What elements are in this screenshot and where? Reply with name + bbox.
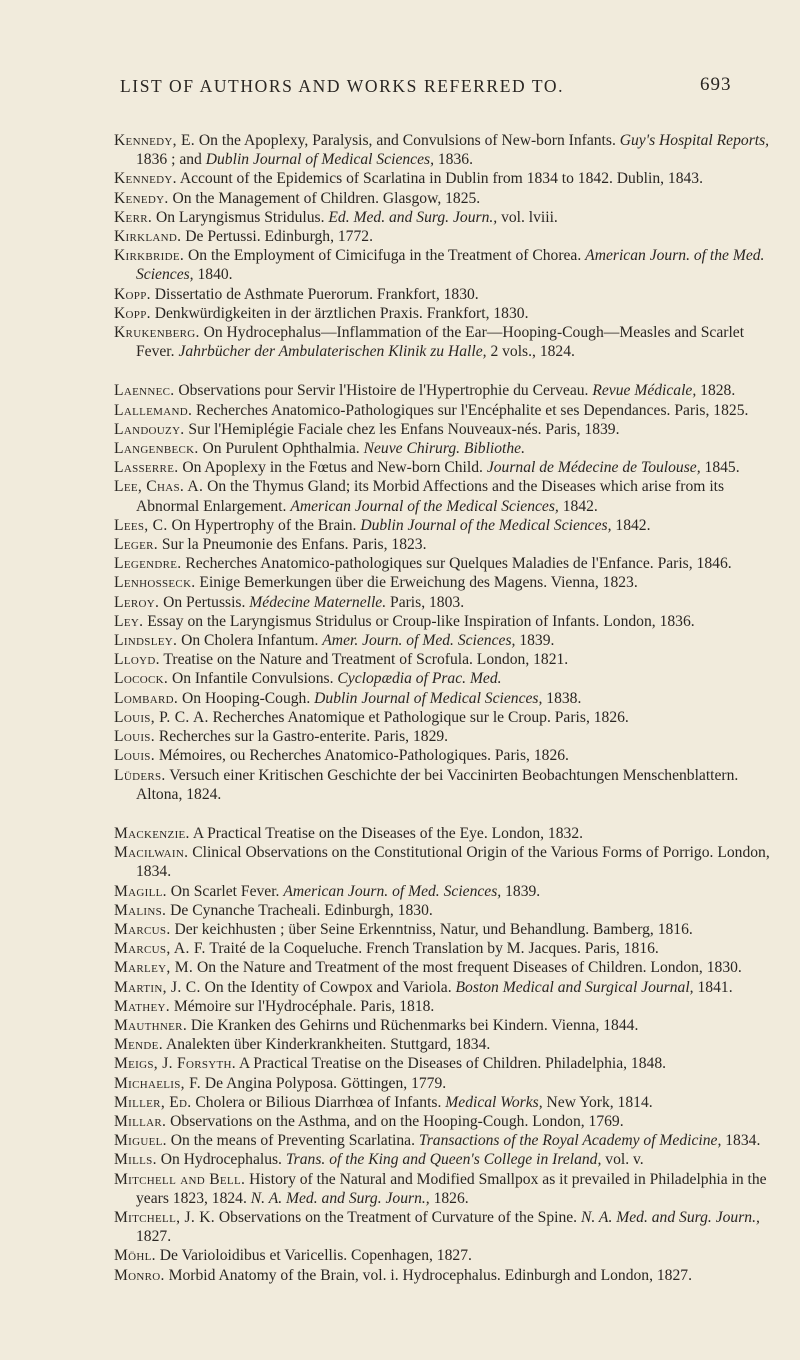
reference-entry [114,458,770,477]
entry-text: Observations on the Asthma, and on the Hooping-Cough. London, 1769. [170,1112,624,1130]
entry-text: 1841. [697,978,733,996]
entry-journal: American Journ. of Med. Sciences, [283,882,502,900]
entry-text: Denkwürdigkeiten in der ärztlichen Praxis. Frankfort, 1830. [154,304,529,322]
reference-entry [114,573,770,592]
reference-entry [114,901,770,920]
entry-text: On the Apoplexy, Paralysis, and Convulsions of New-born Infants. [198,132,616,149]
entry-text: De Cynanche Tracheali. Edinburgh, 1830. [170,901,433,919]
entry-text: Recherches Anatomique et Pathologique sur le Croup. Paris, 1826. [212,708,629,726]
entry-text: On Hypertrophy of the Brain. [171,516,357,534]
entry-text: Recherches Anatomico-Pathologiques sur l'Encéphalite et ses Dependances. Paris, 1825. [196,401,749,419]
entry-text: 1838. [546,689,582,707]
entry-journal: Dublin Journal of Medical Sciences, [205,151,434,169]
entry-author: Kerr. [114,208,153,226]
reference-entry [114,1093,770,1112]
entry-author: Mackenzie. [114,824,190,842]
reference-entry [114,1170,770,1208]
entry-text: 1842. [562,497,598,515]
entry-text: Essay on the Laryngismus Stridulus or Croup-like Inspiration of Infants. London, 1836. [147,612,695,630]
entry-journal: Ed. Med. and Surg. Journ., [328,208,498,226]
entry-text: On Scarlet Fever. [170,882,280,900]
entry-journal: American Journ. of the Med. Sciences, [136,247,765,284]
entry-author: Lees, C. [114,516,168,534]
entry-author: Langenbeck. [114,440,199,458]
reference-entry [114,169,770,188]
entry-author: Lasserre. [114,459,179,477]
entry-text: On the Management of Children. Glasgow, 1825. [172,189,481,207]
reference-entry [114,227,770,246]
reference-entry [114,189,770,208]
entry-text: vol. v. [605,1151,644,1169]
entry-text: Paris, 1803. [390,593,465,611]
entry-author: Malins. [114,901,167,919]
entry-text: On Infantile Convulsions. [171,670,334,688]
entry-text: Analekten über Kinderkrankheiten. Stuttgard, 1834. [165,1036,491,1054]
entry-text: Account of the Epidemics of Scarlatina in Dublin from 1834 to 1842. Dublin, 1843. [179,170,703,188]
entry-text: 1834. [725,1132,761,1150]
entry-text: De Angina Polyposa. Göttingen, 1779. [204,1074,447,1092]
entry-author: Landouzy. [114,420,185,438]
reference-entry [114,1016,770,1035]
entry-text: On Hydrocephalus. [160,1151,282,1169]
entry-author: Lloyd. [114,651,160,669]
reference-entry [114,1074,770,1093]
entry-journal: Amer. Journ. of Med. Sciences, [322,632,516,650]
entry-author: Kenedy. [114,189,169,207]
entry-author: Miguel. [114,1132,167,1150]
reference-entry [114,246,770,284]
reference-entry [114,689,770,708]
reference-entry [114,304,770,323]
entry-author: Mathey. [114,997,170,1015]
entry-author: Lüders. [114,766,166,784]
entry-text: Recherches sur la Gastro-enterite. Paris, 1829. [158,728,449,746]
reference-entry [114,516,770,535]
entry-text: Sur l'Hemiplégie Faciale chez les Enfans Nouveaux-nés. Paris, 1839. [188,420,620,438]
entry-text: Observations on the Treatment of Curvature of the Spine. [218,1208,578,1226]
reference-entry [114,997,770,1016]
entry-journal: Guy's Hospital Reports, [619,132,770,149]
entry-text: 1840. [197,266,233,284]
reference-entry [114,439,770,458]
reference-entry [114,631,770,650]
entry-text: On Apoplexy in the Fœtus and New-born Child. [182,459,483,477]
entry-author: Krukenberg. [114,324,200,342]
entry-author: Mitchell, J. K. [114,1208,216,1226]
reference-entry [114,978,770,997]
entry-text: On Pertussis. [163,593,246,611]
entry-author: Marcus, A. F. [114,940,206,958]
entry-journal: N. A. Med. and Surg. Journ., [581,1208,760,1226]
entry-text: Cholera or Bilious Diarrhœa of Infants. [195,1093,442,1111]
entry-author: Möhl. [114,1247,156,1265]
entry-journal: Jahrbücher der Ambulaterischen Klinik zu Halle, [178,343,487,361]
entry-text: On Hooping-Cough. [182,689,311,707]
entry-author: Louis. [114,747,155,765]
entry-text: Recherches Anatomico-pathologiques sur Quelques Maladies de l'Enfance. Paris, 1846. [185,555,732,573]
reference-entry [114,708,770,727]
entry-text: Der keichhusten ; über Seine Erkenntniss, Natur, und Behandlung. Bamberg, 1816. [174,920,693,938]
reference-entry [114,208,770,227]
reference-entry [114,1266,770,1285]
reference-entry [114,1112,770,1131]
entry-author: Lallemand. [114,401,193,419]
reference-entry [114,420,770,439]
entry-author: Meigs, J. Forsyth. [114,1055,236,1073]
entry-text: On Purulent Ophthalmia. [202,440,360,458]
entry-author: Mende. [114,1036,163,1054]
entry-author: Martin, J. C. [114,978,201,996]
reference-entry [114,1150,770,1169]
entry-journal: Journal de Médecine de Toulouse, [486,459,701,477]
reference-entry [114,727,770,746]
reference-entry [114,554,770,573]
entry-journal: Neuve Chirurg. Bibliothe. [363,440,525,458]
entry-text: Versuch einer Kritischen Geschichte der bei Vaccinirten Beobachtungen Menschenblattern. Altona, 1824. [136,766,739,803]
entry-text: On the Nature and Treatment of the most frequent Diseases of Children. London, 1830. [197,959,742,977]
entry-author: Kopp. [114,285,151,303]
entry-author: Lindsley. [114,632,178,650]
entry-text: Mémoires, ou Recherches Anatomico-Pathologiques. Paris, 1826. [158,747,569,765]
entry-journal: Trans. of the King and Queen's College in Ireland, [285,1151,602,1169]
entry-author: Lombard. [114,689,179,707]
reference-entry [114,939,770,958]
reference-entry [114,1131,770,1150]
entry-author: Magill. [114,882,167,900]
entry-author: Louis. [114,728,155,746]
page-number: 693 [700,74,732,95]
entry-journal: Revue Médicale, [592,382,697,400]
entry-author: Locock. [114,670,169,688]
entry-author: Kirkbride. [114,247,185,265]
reference-entry [114,843,770,881]
entry-author: Marcus. [114,920,171,938]
entry-text: De Pertussi. Edinburgh, 1772. [185,228,373,246]
reference-entry [114,285,770,304]
entry-text: Morbid Anatomy of the Brain, vol. i. Hydrocephalus. Edinburgh and London, 1827. [168,1266,692,1284]
entry-author: Kennedy. [114,170,177,188]
entry-text: Einige Bemerkungen über die Erweichung des Magens. Vienna, 1823. [199,574,638,592]
entry-text: Traité de la Coqueluche. French Translation by M. Jacques. Paris, 1816. [209,940,659,958]
reference-entry [114,401,770,420]
entry-text: Clinical Observations on the Constitutional Origin of the Various Forms of Porrigo. London, 1834. [136,844,770,881]
entry-author: Miller, Ed. [114,1093,192,1111]
reference-entry [114,381,770,400]
entry-author: Legendre. [114,555,182,573]
reference-entry [114,824,770,843]
reference-entry [114,650,770,669]
reference-entry [114,669,770,688]
entry-text: New York, 1814. [546,1093,653,1111]
entry-text: On the Thymus Gland; its Morbid Affections and the Diseases which arise from its Abnormal Enlargement. [136,478,725,515]
entry-journal: American Journal of the Medical Sciences, [290,497,559,515]
reference-entry [114,535,770,554]
reference-list [114,131,770,1285]
entry-author: Kirkland. [114,228,182,246]
entry-text: De Varioloidibus et Varicellis. Copenhagen, 1827. [159,1247,472,1265]
reference-entry [114,593,770,612]
reference-entry [114,958,770,977]
entry-author: Mauthner. [114,1016,188,1034]
entry-author: Louis, P. C. A. [114,708,209,726]
reference-entry [114,612,770,631]
entry-text: 2 vols., 1824. [490,343,575,361]
entry-text: On the Employment of Cimicifuga in the Treatment of Chorea. [188,247,582,265]
reference-entry [114,1035,770,1054]
entry-text: Sur la Pneumonie des Enfans. Paris, 1823. [161,536,427,554]
reference-entry [114,1208,770,1246]
entry-text: 1836 ; and [136,151,202,169]
entry-text: On Cholera Infantum. [181,632,319,650]
entry-text: Die Kranken des Gehirns und Rüchenmarks bei Kindern. Vienna, 1844. [190,1016,639,1034]
entry-text: 1842. [615,516,651,534]
entry-text: 1826. [433,1189,469,1207]
entry-text: 1839. [505,882,541,900]
entry-author: Lee, Chas. A. [114,478,204,496]
reference-entry [114,1054,770,1073]
reference-entry [114,323,770,361]
entry-journal: Transactions of the Royal Academy of Medicine, [418,1132,722,1150]
running-head: LIST OF AUTHORS AND WORKS REFERRED TO. [120,76,565,96]
entry-journal: Boston Medical and Surgical Journal, [455,978,694,996]
entry-text: vol. lviii. [501,208,558,226]
reference-entry [114,766,770,804]
entry-author: Leroy. [114,593,160,611]
entry-text: Dissertatio de Asthmate Puerorum. Frankfort, 1830. [154,285,479,303]
entry-text: 1845. [704,459,740,477]
reference-entry [114,882,770,901]
entry-text: 1827. [136,1228,172,1246]
entry-author: Mills. [114,1151,157,1169]
entry-journal: Dublin Journal of the Medical Sciences, [360,516,612,534]
entry-text: History of the Natural and Modified Smallpox as it prevailed in Philadelphia in the years 1823, 1824. [136,1170,767,1207]
entry-text: 1828. [700,382,736,400]
reference-entry [114,746,770,765]
entry-author: Michaelis, F. [114,1074,201,1092]
entry-text: On Hydrocephalus—Inflammation of the Ear—Hooping-Cough—Measles and Scarlet Fever. [136,324,745,361]
entry-author: Millar. [114,1112,167,1130]
entry-author: Kennedy, E. [114,132,195,149]
entry-author: Ley. [114,612,144,630]
entry-text: 1839. [519,632,555,650]
entry-journal: Cyclopædia of Prac. Med. [337,670,502,688]
entry-text: On Laryngismus Stridulus. [155,208,325,226]
entry-text: A Practical Treatise on the Diseases of the Eye. London, 1832. [192,824,584,842]
entry-author: Lenhosseck. [114,574,196,592]
entry-author: Kopp. [114,304,151,322]
entry-journal: Dublin Journal of Medical Sciences, [314,689,543,707]
entry-author: Macilwain. [114,844,189,862]
entry-journal: N. A. Med. and Surg. Journ., [250,1189,430,1207]
entry-text: On the Identity of Cowpox and Variola. [204,978,452,996]
entry-author: Laennec. [114,382,175,400]
entry-author: Leger. [114,536,158,554]
entry-text: A Practical Treatise on the Diseases of Children. Philadelphia, 1848. [239,1055,667,1073]
reference-entry [114,477,770,515]
entry-author: Mitchell and Bell. [114,1170,246,1188]
entry-author: Monro. [114,1266,165,1284]
reference-entry [114,920,770,939]
reference-entry [114,1246,770,1265]
entry-text: Treatise on the Nature and Treatment of Scrofula. London, 1821. [163,651,569,669]
entry-text: Mémoire sur l'Hydrocéphale. Paris, 1818. [173,997,435,1015]
entry-journal: Medical Works, [445,1093,543,1111]
entry-text: On the means of Preventing Scarlatina. [170,1132,415,1150]
entry-text: 1836. [437,151,473,169]
entry-journal: Médecine Maternelle. [249,593,387,611]
reference-entry [114,131,770,169]
entry-author: Marley, M. [114,959,194,977]
entry-text: Observations pour Servir l'Histoire de l'Hypertrophie du Cerveau. [178,382,589,400]
